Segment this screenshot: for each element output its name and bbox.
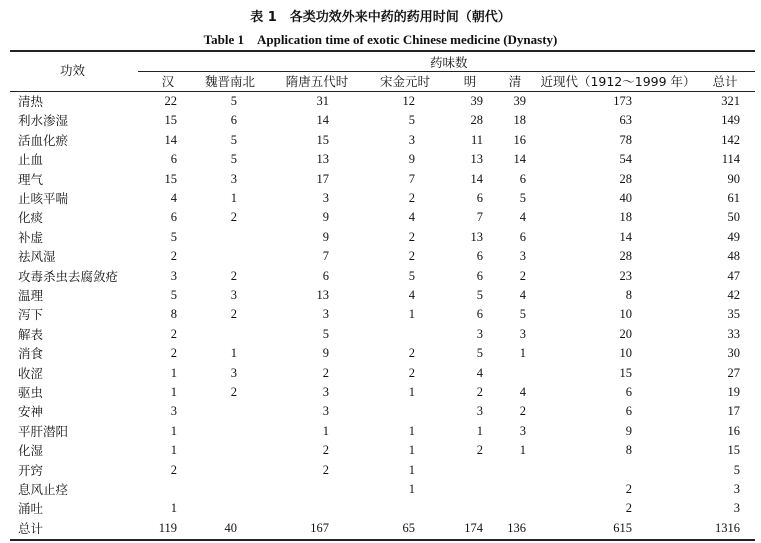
bottom-rule (10, 539, 755, 541)
column-header: 魏晋南北 (204, 74, 255, 89)
value-cell: 3 (322, 307, 329, 322)
value-cell: 19 (727, 385, 740, 399)
value-cell: 15 (316, 132, 329, 147)
efficacy-label: 息风止痉 (18, 482, 69, 497)
value-cell: 4 (519, 288, 526, 302)
value-cell: 90 (727, 171, 740, 186)
value-cell: 5 (170, 288, 177, 302)
value-cell: 1316 (715, 520, 740, 535)
table-row (10, 247, 755, 266)
table-row (10, 441, 755, 460)
value-cell: 3 (476, 404, 483, 419)
value-cell: 3 (476, 326, 483, 341)
efficacy-label: 涌吐 (18, 501, 44, 517)
efficacy-label: 活血化瘀 (18, 132, 69, 148)
value-cell: 5 (476, 346, 483, 361)
value-cell: 1 (408, 443, 415, 458)
table-row (10, 422, 755, 441)
table-row (10, 519, 755, 538)
column-header: 清 (508, 74, 522, 89)
column-header: 明 (463, 74, 477, 89)
value-cell: 2 (625, 482, 632, 496)
value-cell: 40 (619, 191, 632, 205)
value-cell: 6 (170, 152, 177, 167)
value-cell: 5 (170, 229, 177, 244)
efficacy-label: 化湿 (18, 443, 44, 459)
value-cell: 5 (230, 94, 237, 108)
value-cell: 6 (170, 210, 177, 225)
value-cell: 14 (316, 113, 329, 128)
value-cell: 16 (513, 132, 526, 147)
value-cell: 6 (476, 268, 483, 283)
value-cell: 33 (727, 326, 740, 341)
value-cell: 4 (519, 210, 526, 225)
value-cell: 5 (230, 132, 237, 147)
value-cell: 2 (230, 210, 237, 225)
value-cell: 321 (721, 94, 740, 108)
value-cell: 6 (476, 191, 483, 205)
value-cell: 10 (619, 307, 632, 322)
value-cell: 3 (408, 132, 415, 147)
table-row (10, 228, 755, 247)
value-cell: 7 (408, 171, 415, 186)
value-cell: 9 (322, 210, 329, 225)
value-cell: 1 (408, 482, 415, 496)
value-cell: 13 (316, 288, 329, 302)
value-cell: 2 (408, 365, 415, 380)
table-row (10, 170, 755, 189)
column-header: 汉 (161, 74, 175, 89)
value-cell: 3 (519, 249, 526, 264)
value-cell: 2 (519, 268, 526, 283)
value-cell: 1 (170, 423, 177, 438)
value-cell: 167 (310, 520, 329, 535)
value-cell: 1 (170, 385, 177, 399)
value-cell: 39 (513, 94, 526, 108)
value-cell: 2 (170, 462, 177, 477)
table-row (10, 208, 755, 227)
value-cell: 35 (727, 307, 740, 322)
value-cell: 23 (619, 268, 632, 283)
value-cell: 2 (408, 249, 415, 264)
value-cell: 4 (476, 365, 483, 380)
value-cell: 173 (613, 94, 632, 108)
table-row (10, 267, 755, 286)
value-cell: 2 (408, 229, 415, 244)
value-cell: 9 (322, 229, 329, 244)
value-cell: 5 (519, 307, 526, 322)
value-cell: 1 (170, 365, 177, 380)
value-cell: 5 (408, 268, 415, 283)
value-cell: 149 (721, 113, 740, 128)
value-cell: 2 (322, 365, 329, 380)
value-cell: 9 (625, 423, 632, 438)
value-cell: 1 (408, 423, 415, 438)
value-cell: 6 (230, 113, 237, 128)
value-cell: 174 (464, 520, 483, 535)
value-cell: 3 (519, 423, 526, 438)
efficacy-label: 泻下 (18, 307, 44, 323)
value-cell: 31 (316, 94, 329, 108)
value-cell: 2 (170, 346, 177, 361)
value-cell: 14 (513, 152, 526, 167)
value-cell: 17 (727, 404, 740, 419)
value-cell: 615 (613, 520, 632, 535)
value-cell: 28 (470, 113, 483, 128)
value-cell: 15 (727, 443, 740, 458)
value-cell: 10 (619, 346, 632, 361)
value-cell: 1 (322, 423, 329, 438)
value-cell: 3 (733, 482, 740, 496)
value-cell: 2 (230, 385, 237, 399)
value-cell: 18 (619, 210, 632, 225)
value-cell: 3 (170, 404, 177, 419)
value-cell: 22 (164, 94, 177, 108)
value-cell: 8 (625, 443, 632, 458)
value-cell: 2 (408, 346, 415, 361)
value-cell: 3 (322, 191, 329, 205)
table-row (10, 286, 755, 305)
value-cell: 18 (513, 113, 526, 128)
value-cell: 6 (476, 307, 483, 322)
table-row (10, 111, 755, 130)
column-header: 隋唐五代时 (285, 74, 349, 89)
value-cell: 1 (170, 443, 177, 458)
value-cell: 5 (519, 191, 526, 205)
value-cell: 63 (619, 113, 632, 128)
value-cell: 2 (230, 307, 237, 322)
value-cell: 20 (619, 326, 632, 341)
value-cell: 2 (408, 191, 415, 205)
value-cell: 17 (316, 171, 329, 186)
table-row (10, 480, 755, 499)
table-row (10, 402, 755, 421)
value-cell: 47 (727, 268, 740, 283)
value-cell: 15 (619, 365, 632, 380)
value-cell: 3 (230, 365, 237, 380)
value-cell: 49 (727, 229, 740, 244)
efficacy-label: 止咳平喘 (18, 191, 69, 206)
table-row (10, 499, 755, 518)
table-row (10, 305, 755, 324)
value-cell: 1 (408, 385, 415, 399)
value-cell: 54 (619, 152, 632, 167)
value-cell: 5 (230, 152, 237, 167)
value-cell: 9 (408, 152, 415, 167)
value-cell: 1 (408, 307, 415, 322)
efficacy-label: 清热 (18, 94, 44, 109)
value-cell: 9 (322, 346, 329, 361)
value-cell: 2 (476, 385, 483, 399)
efficacy-label: 攻毒杀虫去腐敛疮 (18, 268, 119, 284)
value-cell: 6 (476, 249, 483, 264)
value-cell: 14 (164, 132, 177, 147)
value-cell: 5 (408, 113, 415, 128)
value-cell: 28 (619, 171, 632, 186)
table-row (10, 383, 755, 402)
efficacy-label: 解表 (18, 326, 44, 342)
value-cell: 6 (625, 404, 632, 419)
value-cell: 136 (507, 520, 526, 535)
efficacy-label: 祛风湿 (18, 249, 56, 265)
value-cell: 11 (470, 132, 483, 147)
value-cell: 3 (519, 326, 526, 341)
value-cell: 3 (322, 404, 329, 419)
efficacy-label: 收涩 (18, 365, 44, 381)
efficacy-label: 补虚 (18, 229, 44, 245)
value-cell: 142 (721, 132, 740, 147)
value-cell: 42 (727, 288, 740, 302)
value-cell: 2 (519, 404, 526, 419)
table-row (10, 461, 755, 480)
efficacy-label: 平肝潜阳 (18, 423, 69, 439)
value-cell: 30 (727, 346, 740, 361)
efficacy-label: 利水渗湿 (18, 113, 69, 129)
value-cell: 15 (164, 171, 177, 186)
value-cell: 13 (470, 152, 483, 167)
value-cell: 50 (727, 210, 740, 225)
value-cell: 3 (322, 385, 329, 399)
herb-count-group-header: 药味数 (430, 55, 468, 70)
value-cell: 2 (625, 501, 632, 516)
value-cell: 7 (322, 249, 329, 264)
value-cell: 6 (519, 229, 526, 244)
column-header: 近现代（1912～1999 年） (540, 74, 696, 89)
value-cell: 2 (322, 462, 329, 477)
value-cell: 13 (316, 152, 329, 167)
value-cell: 3 (170, 268, 177, 283)
value-cell: 2 (170, 249, 177, 264)
value-cell: 5 (733, 462, 740, 477)
efficacy-label: 化痰 (18, 210, 44, 226)
value-cell: 2 (170, 326, 177, 341)
value-cell: 27 (727, 365, 740, 380)
value-cell: 1 (230, 191, 237, 205)
value-cell: 28 (619, 249, 632, 264)
value-cell: 8 (625, 288, 632, 302)
column-header: 宋金元时 (379, 74, 430, 89)
value-cell: 2 (230, 268, 237, 283)
value-cell: 5 (476, 288, 483, 302)
efficacy-label: 总计 (18, 520, 44, 536)
value-cell: 114 (721, 152, 740, 167)
table-row (10, 131, 755, 150)
value-cell: 14 (470, 171, 483, 186)
table-row (10, 189, 755, 208)
table-title-english: Table 1 Application time of exotic Chinese medicine (Dynasty) (203, 32, 558, 47)
table-row (10, 92, 755, 111)
value-cell: 3 (230, 288, 237, 302)
value-cell: 2 (322, 443, 329, 458)
efficacy-label: 理气 (18, 171, 44, 187)
value-cell: 119 (158, 520, 177, 535)
value-cell: 12 (402, 94, 415, 108)
efficacy-label: 消食 (18, 346, 44, 362)
value-cell: 1 (519, 346, 526, 361)
value-cell: 4 (170, 191, 177, 205)
value-cell: 1 (230, 346, 237, 361)
value-cell: 6 (322, 268, 329, 283)
value-cell: 15 (164, 113, 177, 128)
efficacy-header: 功效 (60, 63, 86, 78)
value-cell: 65 (402, 520, 415, 535)
top-rule (10, 50, 755, 52)
table-title-chinese: 表 1 各类功效外来中药的药用时间（朝代） (250, 10, 511, 25)
value-cell: 4 (408, 288, 415, 302)
value-cell: 78 (619, 132, 632, 147)
value-cell: 5 (322, 326, 329, 341)
column-header: 总计 (712, 74, 738, 89)
value-cell: 14 (619, 229, 632, 244)
value-cell: 4 (408, 210, 415, 225)
value-cell: 61 (727, 191, 740, 205)
value-cell: 6 (625, 385, 632, 399)
value-cell: 8 (170, 307, 177, 322)
value-cell: 1 (408, 462, 415, 477)
value-cell: 13 (470, 229, 483, 244)
efficacy-label: 止血 (18, 152, 44, 168)
table-row (10, 325, 755, 344)
value-cell: 3 (733, 501, 740, 516)
value-cell: 48 (727, 249, 740, 264)
efficacy-label: 安神 (18, 404, 44, 420)
efficacy-label: 驱虫 (18, 385, 44, 400)
table-row (10, 344, 755, 363)
table-row (10, 364, 755, 383)
value-cell: 1 (519, 443, 526, 458)
table-row (10, 150, 755, 169)
efficacy-label: 开窍 (18, 462, 44, 478)
value-cell: 1 (170, 501, 177, 516)
value-cell: 39 (470, 94, 483, 108)
value-cell: 4 (519, 385, 526, 399)
value-cell: 16 (727, 423, 740, 438)
value-cell: 2 (476, 443, 483, 458)
value-cell: 7 (476, 210, 483, 225)
value-cell: 6 (519, 171, 526, 186)
value-cell: 1 (476, 423, 483, 438)
value-cell: 3 (230, 171, 237, 186)
efficacy-label: 温理 (18, 288, 44, 303)
value-cell: 40 (224, 520, 237, 535)
